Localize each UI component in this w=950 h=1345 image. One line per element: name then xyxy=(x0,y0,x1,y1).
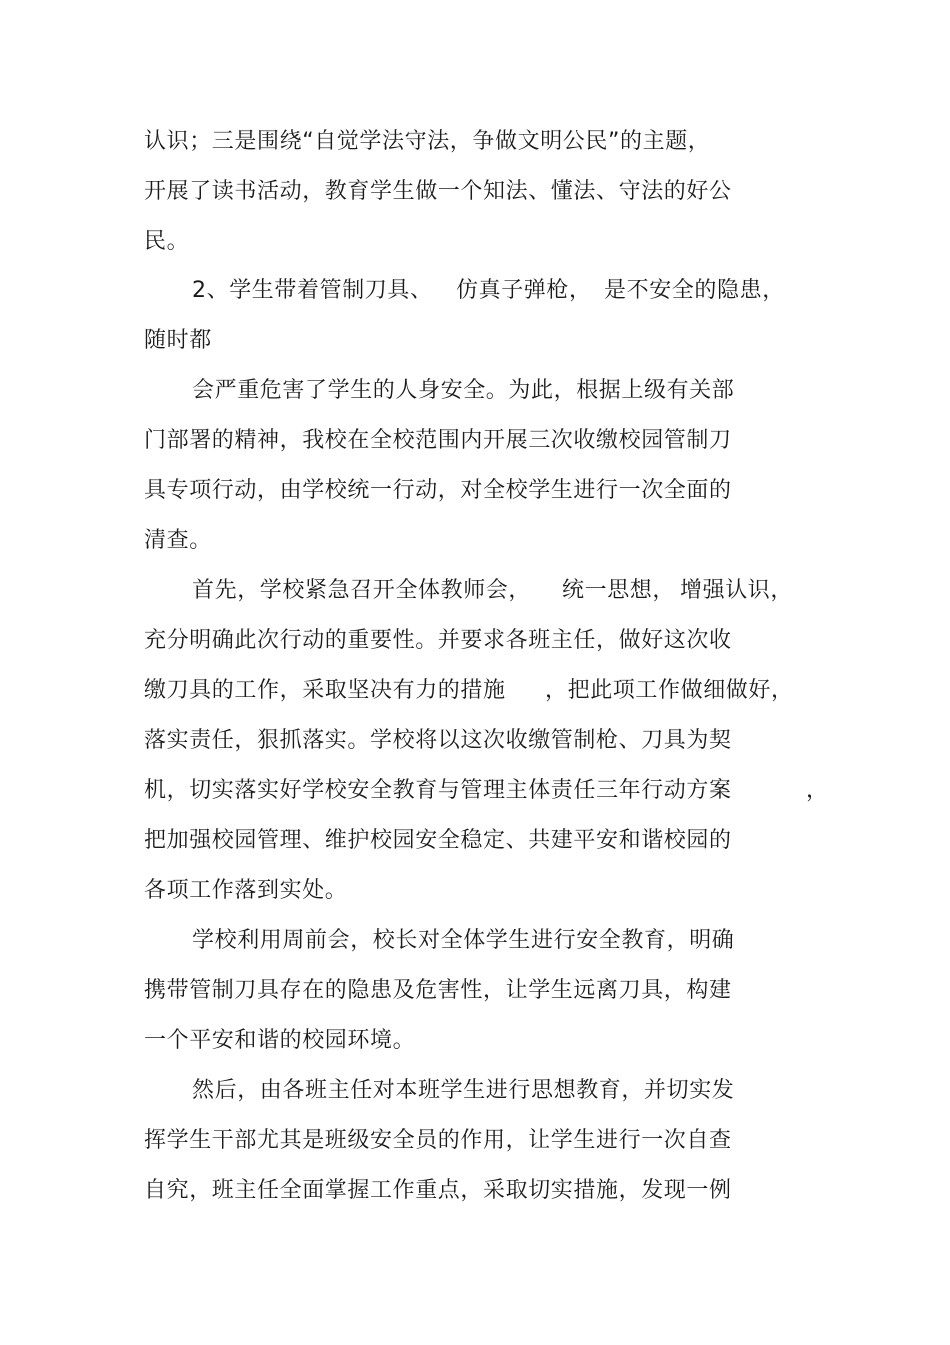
text-segment: ， xyxy=(806,778,829,803)
text-segment: 首先，学校紧急召开全体教师会， xyxy=(192,578,532,603)
text-line: 开展了读书活动，教育学生做一个知法、懂法、守法的好公 xyxy=(144,179,732,204)
text-line: 学校利用周前会，校长对全体学生进行安全教育，明确 xyxy=(192,928,735,953)
text-line: 认识；三是围绕“自觉学法守法，争做文明公民”的主题， xyxy=(144,129,711,154)
text-line: 充分明确此次行动的重要性。并要求各班主任，做好这次收 xyxy=(144,628,732,653)
text-segment: 仿真子弹枪， xyxy=(456,278,592,303)
text-segment: 增强认识， xyxy=(680,578,794,603)
text-segment: 2、学生带着管制刀具、 xyxy=(192,278,433,303)
text-segment: 缴刀具的工作，采取坚决有力的措施 xyxy=(144,678,506,703)
text-line xyxy=(0,676,950,706)
text-line xyxy=(0,576,950,606)
text-line xyxy=(0,276,950,306)
text-line: 会严重危害了学生的人身安全。为此，根据上级有关部 xyxy=(192,378,735,403)
text-line: 落实责任，狠抓落实。学校将以这次收缴管制枪、刀具为契 xyxy=(144,728,732,753)
text-line: 随时都 xyxy=(144,328,212,353)
text-segment: 是不安全的隐患， xyxy=(604,278,785,303)
text-line: 各项工作落到实处。 xyxy=(144,878,348,903)
text-line: 清查。 xyxy=(144,528,212,553)
text-line: 把加强校园管理、维护校园安全稳定、共建平安和谐校园的 xyxy=(144,828,732,853)
text-line: 携带管制刀具存在的隐患及危害性，让学生远离刀具，构建 xyxy=(144,978,732,1003)
text-line: 门部署的精神，我校在全校范围内开展三次收缴校园管制刀 xyxy=(144,428,732,453)
text-line: 挥学生干部尤其是班级安全员的作用，让学生进行一次自查 xyxy=(144,1128,732,1153)
text-segment: ，把此项工作做细做好， xyxy=(545,678,794,703)
text-line: 民。 xyxy=(144,229,190,254)
text-line xyxy=(0,776,950,806)
text-line: 然后，由各班主任对本班学生进行思想教育，并切实发 xyxy=(192,1078,735,1103)
text-line: 自究，班主任全面掌握工作重点，采取切实措施，发现一例 xyxy=(144,1178,732,1203)
text-segment: 机，切实落实好学校安全教育与管理主体责任三年行动方案 xyxy=(144,778,732,803)
text-line: 一个平安和谐的校园环境。 xyxy=(144,1028,416,1053)
text-line: 具专项行动，由学校统一行动，对全校学生进行一次全面的 xyxy=(144,478,732,503)
text-segment: 统一思想， xyxy=(562,578,676,603)
